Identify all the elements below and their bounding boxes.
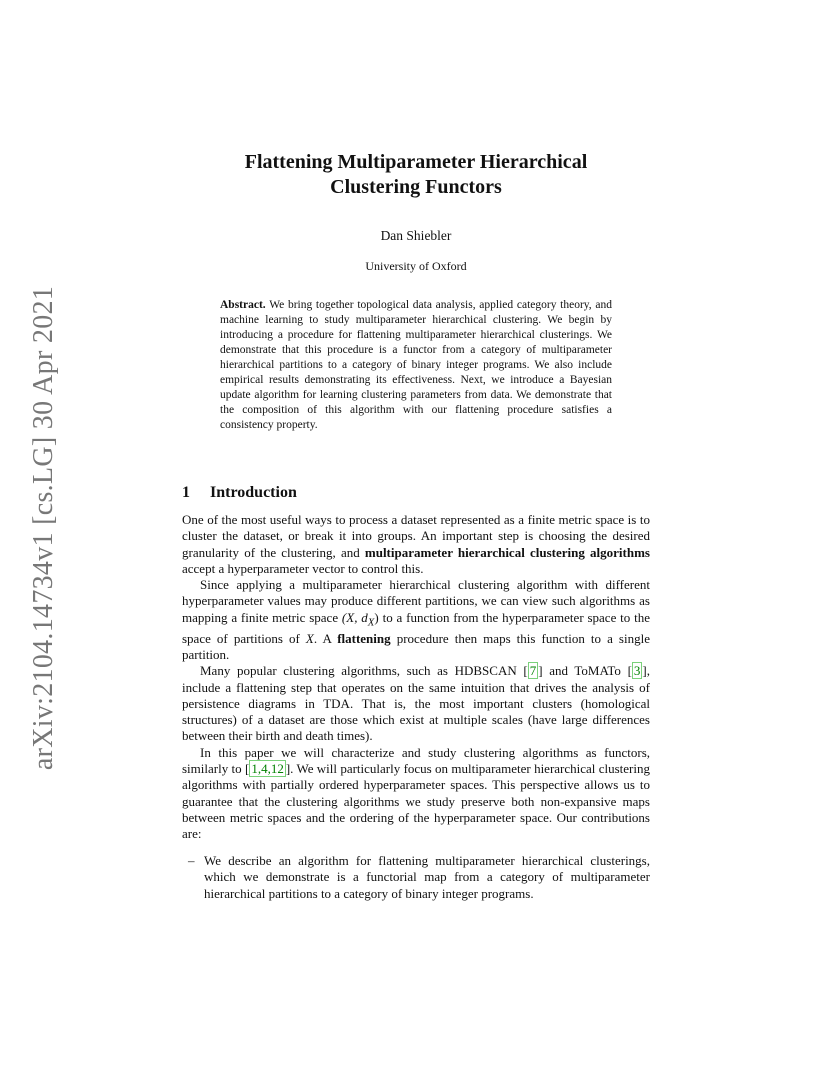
text-run: accept a hyperparameter vector to control this. [182,560,424,576]
text-run: One of the most useful ways to process a dataset represented as a finite metric space is to cluster the dataset, or break it into groups. An important step is choosing the desired granularity of the clustering, and [182,512,650,560]
text-run: procedure then maps this function to a single partition. [182,630,650,662]
math-subscript: X [367,616,375,629]
list-bullet: – [188,853,195,868]
list-item: We describe an algorithm for flattening multiparameter hierarchical clusterings, which we demonstrate is a functorial map from a category of multiparameter hierarchical partitions to a category of binary integer programs. [204,853,650,901]
text-run: , include a flattening step that operates on the same intuition that drives the analysis of persistence diagrams in TDA. That is, the most important clusters (homological structures) of a dataset are those which exist at multiple scales (have large differences between their birth and death times). [182,663,651,744]
section-body [182,512,650,843]
author-name: Dan Shiebler [380,228,452,243]
paragraph-2 [182,577,650,663]
math-text: ) [374,609,379,625]
citation-link[interactable]: 1,4,12 [251,761,284,777]
text-run: . We will particularly focus on multiparameter hierarchical clustering algorithms with partially ordered hyperparameter spaces. This perspective allows us to guarantee that the clustering algorithms we study preserve both non-expansive maps between metric spaces and the ordering of the hyperparameter space. Our contributions are: [182,761,650,842]
math-variable: X [305,630,314,646]
arxiv-identifier: arXiv:2104.14734v1 [cs.LG] 30 Apr 2021 [28,285,59,771]
text-run: . A [313,630,338,646]
title-line-2: Clustering Functors [330,176,502,198]
text-run: to a function from the hyperparameter space to the space of partitions of [182,609,650,646]
math-text: (X, d [341,609,368,625]
contributions-list [182,853,650,902]
section-heading [182,484,297,502]
paragraph-1 [182,512,650,577]
citation-link[interactable]: 3 [633,663,641,679]
author-affiliation: University of Oxford [365,259,467,273]
paragraph-3: Many popular clustering algorithms, such as HDBSCAN [ 7 ] and ToMATo [ 3 ], include a flattening step that operates on the same intuition that drives the analysis of persistence diagrams in TDA. That is, the most important clusters (homological structures) of a dataset are those which exist at multiple scales (have large differences between their birth and death times). [182,663,651,744]
abstract-text: We bring together topological data analysis, applied category theory, and machine learning to study multiparameter hierarchical clustering. We begin by introducing a procedure for flattening multiparameter hierarchical clusterings. We demonstrate that this procedure is a functor from a category of multiparameter hierarchical partitions to a category of binary integer programs. We also include empirical results demonstrating its effectiveness. Next, we introduce a Bayesian update algorithm for learning clustering parameters from data. We demonstrate that the composition of this algorithm with our flattening procedure satisfies a consistency property. [220,299,612,431]
abstract-label: Abstract. [220,299,266,311]
text-run: Many popular clustering algorithms, such as HDBSCAN [200,663,524,679]
bold-term: flattening [337,630,391,646]
title-line-1: Flattening Multiparameter Hierarchical [244,151,588,173]
text-run: In this paper we will characterize and study clustering algorithms as functors, similarly to [182,744,650,777]
paper-title [200,150,632,200]
math-expression [341,609,375,629]
paragraph-4: In this paper we will characterize and study clustering algorithms as functors, similarly to [ 1,4,12 ]. We will particularly focus on multiparameter hierarchical clustering algorithms with partially ordered hyperparameter spaces. This perspective allows us to guarantee that the clustering algorithms we study preserve both non-expansive maps between metric spaces and the ordering of the hyperparameter space. Our contributions are: [182,744,650,842]
section-number: 1 [182,484,190,501]
citation-link[interactable]: 7 [529,663,537,679]
abstract [220,298,612,433]
text-run: Since applying a multiparameter hierarchical clustering algorithm with different hyperparameter values may produce different partitions, we can view such algorithms as mapping a finite metric space [182,577,650,625]
section-title: Introduction [210,484,297,501]
bold-term: multiparameter hierarchical clustering algorithms [364,544,650,560]
text-run: and ToMATo [542,663,628,679]
